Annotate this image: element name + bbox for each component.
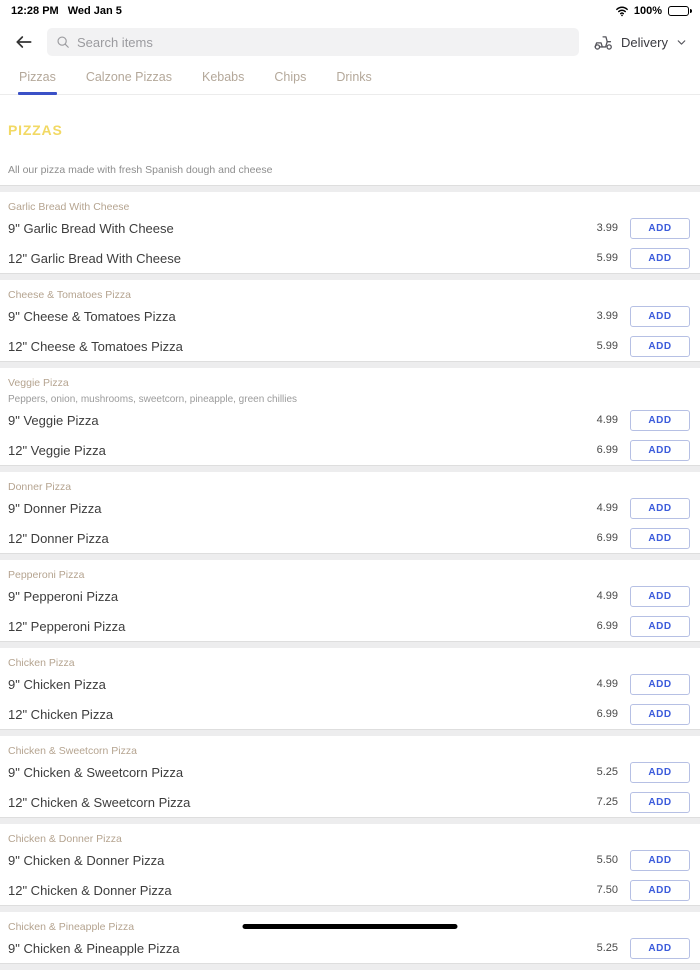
header xyxy=(0,19,700,63)
section-divider xyxy=(0,273,700,280)
section-divider xyxy=(0,963,700,970)
item-price: 6.99 xyxy=(596,708,618,720)
section-name: Pepperoni Pizza xyxy=(8,569,85,581)
menu-item-row xyxy=(8,757,692,787)
section-name: Chicken & Pineapple Pizza xyxy=(8,921,135,933)
order-mode-selector[interactable] xyxy=(593,34,688,51)
item-price: 4.99 xyxy=(596,590,618,602)
tab-calzone-pizzas[interactable]: Calzone Pizzas xyxy=(85,70,172,84)
section-divider xyxy=(0,361,700,368)
menu-sections xyxy=(0,192,700,970)
section-name: Veggie Pizza xyxy=(8,377,69,389)
add-button[interactable]: ADD xyxy=(630,410,690,431)
menu-section xyxy=(0,648,700,729)
battery-icon xyxy=(668,6,689,17)
tab-chips[interactable]: Chips xyxy=(274,70,307,84)
menu-item-row xyxy=(8,523,692,553)
section-divider xyxy=(0,641,700,648)
add-button[interactable]: ADD xyxy=(630,792,690,813)
section-name: Donner Pizza xyxy=(8,481,72,493)
item-name: 12" Pepperoni Pizza xyxy=(8,618,126,634)
arrow-left-icon xyxy=(14,32,34,52)
item-price: 5.25 xyxy=(596,766,618,778)
menu-item-row xyxy=(8,669,692,699)
menu-item-row xyxy=(8,699,692,729)
menu-section xyxy=(0,280,700,361)
add-button[interactable]: ADD xyxy=(630,762,690,783)
item-name: 9" Chicken Pizza xyxy=(8,676,106,692)
menu-section xyxy=(0,472,700,553)
menu-section xyxy=(0,736,700,817)
add-button[interactable]: ADD xyxy=(630,616,690,637)
item-name: 9" Pepperoni Pizza xyxy=(8,588,119,604)
add-button[interactable]: ADD xyxy=(630,528,690,549)
item-name: 12" Veggie Pizza xyxy=(8,442,106,458)
menu-item-row xyxy=(8,787,692,817)
tab-drinks[interactable]: Drinks xyxy=(336,70,372,84)
section-name: Chicken Pizza xyxy=(8,657,75,669)
section-name: Chicken & Sweetcorn Pizza xyxy=(8,745,137,757)
add-button[interactable]: ADD xyxy=(630,336,690,357)
add-button[interactable]: ADD xyxy=(630,218,690,239)
page-description: All our pizza made with fresh Spanish dough and cheese xyxy=(8,164,273,176)
item-name: 9" Veggie Pizza xyxy=(8,412,99,428)
search-input[interactable] xyxy=(77,35,570,50)
menu-item-row xyxy=(8,301,692,331)
menu-section xyxy=(0,824,700,905)
item-price: 4.99 xyxy=(596,414,618,426)
item-price: 5.25 xyxy=(596,942,618,954)
chevron-down-icon xyxy=(675,36,688,49)
menu-section xyxy=(0,192,700,273)
menu-item-row xyxy=(8,933,692,963)
menu-item-row xyxy=(8,243,692,273)
item-price: 7.50 xyxy=(596,884,618,896)
item-price: 5.99 xyxy=(596,340,618,352)
add-button[interactable]: ADD xyxy=(630,880,690,901)
menu-section xyxy=(0,912,700,963)
tab-pizzas[interactable]: Pizzas xyxy=(19,63,56,94)
order-mode-label: Delivery xyxy=(621,34,668,50)
item-price: 7.25 xyxy=(596,796,618,808)
add-button[interactable]: ADD xyxy=(630,850,690,871)
menu-item-row xyxy=(8,845,692,875)
add-button[interactable]: ADD xyxy=(630,674,690,695)
section-description: Peppers, onion, mushrooms, sweetcorn, pineapple, green chillies xyxy=(8,394,298,405)
item-price: 3.99 xyxy=(596,222,618,234)
item-name: 12" Cheese & Tomatoes Pizza xyxy=(8,338,183,354)
add-button[interactable]: ADD xyxy=(630,248,690,269)
menu-section xyxy=(0,560,700,641)
menu-item-row xyxy=(8,213,692,243)
item-price: 4.99 xyxy=(596,502,618,514)
back-button[interactable] xyxy=(12,30,36,54)
item-price: 5.99 xyxy=(596,252,618,264)
item-price: 6.99 xyxy=(596,620,618,632)
tab-kebabs[interactable]: Kebabs xyxy=(201,70,245,84)
menu-section xyxy=(0,368,700,465)
item-name: 9" Garlic Bread With Cheese xyxy=(8,220,174,236)
item-price: 3.99 xyxy=(596,310,618,322)
item-name: 12" Chicken Pizza xyxy=(8,706,114,722)
item-name: 9" Chicken & Donner Pizza xyxy=(8,852,165,868)
item-name: 9" Chicken & Pineapple Pizza xyxy=(8,940,180,956)
search-icon xyxy=(56,35,70,49)
item-price: 5.50 xyxy=(596,854,618,866)
item-name: 12" Donner Pizza xyxy=(8,530,109,546)
battery-percent: 100% xyxy=(633,5,662,17)
menu-item-row xyxy=(8,875,692,905)
item-name: 12" Chicken & Donner Pizza xyxy=(8,882,172,898)
add-button[interactable]: ADD xyxy=(630,938,690,959)
section-divider xyxy=(0,729,700,736)
item-price: 6.99 xyxy=(596,532,618,544)
section-name: Cheese & Tomatoes Pizza xyxy=(8,289,131,301)
section-divider xyxy=(0,553,700,560)
add-button[interactable]: ADD xyxy=(630,306,690,327)
add-button[interactable]: ADD xyxy=(630,704,690,725)
section-divider xyxy=(0,905,700,912)
item-price: 6.99 xyxy=(596,444,618,456)
add-button[interactable]: ADD xyxy=(630,498,690,519)
add-button[interactable]: ADD xyxy=(630,440,690,461)
item-price: 4.99 xyxy=(596,678,618,690)
menu-item-row xyxy=(8,435,692,465)
menu-item-row xyxy=(8,611,692,641)
search-bar[interactable] xyxy=(47,28,579,56)
menu-item-row xyxy=(8,405,692,435)
section-divider xyxy=(0,817,700,824)
add-button[interactable]: ADD xyxy=(630,586,690,607)
tabs xyxy=(0,63,700,95)
item-name: 12" Chicken & Sweetcorn Pizza xyxy=(8,794,191,810)
item-name: 9" Donner Pizza xyxy=(8,500,102,516)
section-divider xyxy=(0,465,700,472)
page-title: PIZZAS xyxy=(8,122,63,138)
clock-time: 12:28 PM xyxy=(11,5,59,17)
item-name: 9" Chicken & Sweetcorn Pizza xyxy=(8,764,184,780)
clock-date: Wed Jan 5 xyxy=(67,5,122,17)
item-name: 9" Cheese & Tomatoes Pizza xyxy=(8,308,176,324)
section-name: Garlic Bread With Cheese xyxy=(8,201,130,213)
section-divider xyxy=(0,185,700,192)
menu-item-row xyxy=(8,331,692,361)
menu-item-row xyxy=(8,581,692,611)
home-indicator[interactable] xyxy=(243,924,458,929)
menu-item-row xyxy=(8,493,692,523)
delivery-scooter-icon xyxy=(593,34,614,51)
section-name: Chicken & Donner Pizza xyxy=(8,833,122,845)
status-bar xyxy=(0,0,700,19)
wifi-icon xyxy=(615,5,629,17)
item-name: 12" Garlic Bread With Cheese xyxy=(8,250,181,266)
